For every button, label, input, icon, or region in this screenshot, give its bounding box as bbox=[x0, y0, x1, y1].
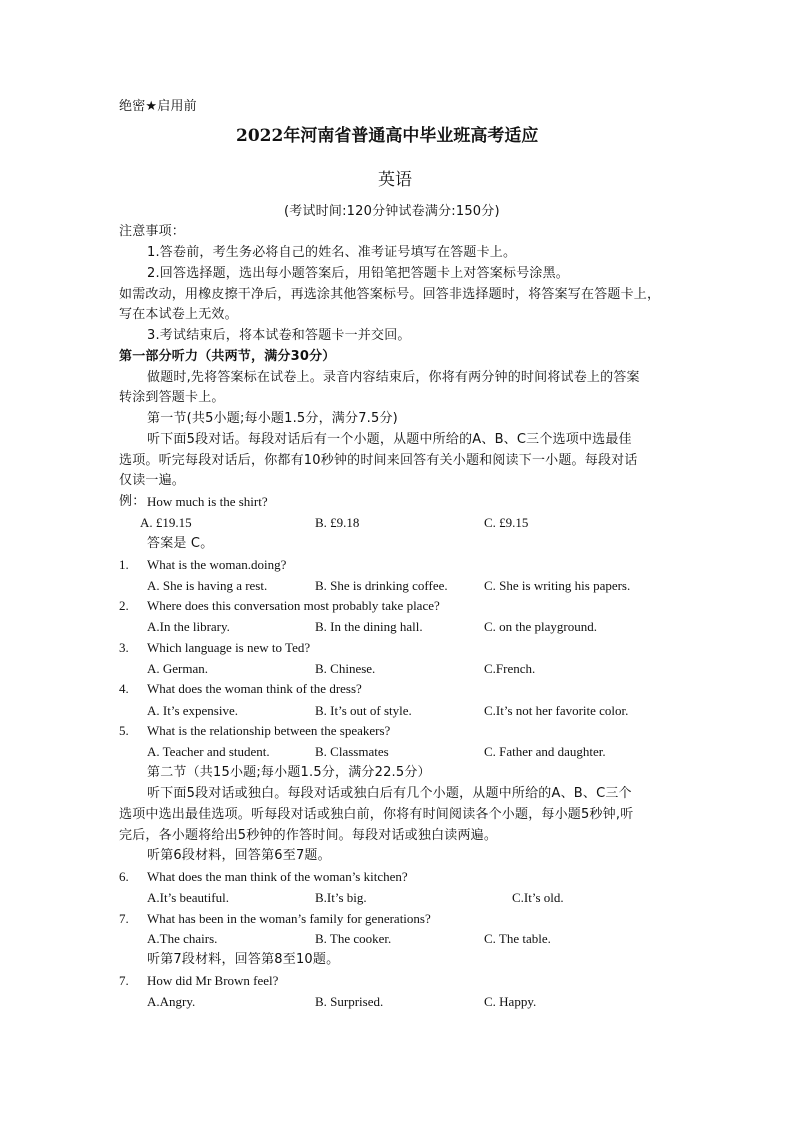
secret-label: 绝密★启用前 bbox=[119, 99, 197, 114]
example-question: How much is the shirt? bbox=[147, 494, 268, 509]
question-number: 3. bbox=[119, 640, 129, 655]
question-number: 4. bbox=[119, 681, 129, 696]
option-b: B. In the dining hall. bbox=[315, 619, 423, 634]
option-c: C.It’s not her favorite color. bbox=[484, 703, 629, 718]
example-answer: 答案是 C。 bbox=[147, 536, 214, 551]
question-text: What has been in the woman’s family for generations? bbox=[147, 911, 431, 926]
option-c: C.French. bbox=[484, 661, 536, 676]
question-number: 7. bbox=[119, 911, 129, 926]
part1-heading: 第一部分听力（共两节，满分30分） bbox=[119, 349, 336, 364]
option-b: B. Chinese. bbox=[315, 661, 376, 676]
question-number: 5. bbox=[119, 723, 129, 738]
example-option-c: C. £9.15 bbox=[484, 515, 529, 530]
notice-item-3: 3.考试结束后，将本试卷和答题卡一并交回。 bbox=[147, 328, 411, 343]
question-number: 2. bbox=[119, 598, 129, 613]
question-number: 6. bbox=[119, 869, 129, 884]
option-c: C. Happy. bbox=[484, 994, 537, 1009]
option-a: A. She is having a rest. bbox=[147, 578, 268, 593]
question-number: 1. bbox=[119, 557, 129, 572]
exam-info: (考试时间:120分钟试卷满分:150分) bbox=[284, 204, 500, 219]
question-text: What does the man think of the woman’s kitchen? bbox=[147, 869, 408, 884]
question-text: Where does this conversation most probably take place? bbox=[147, 598, 440, 613]
example-label: 例： bbox=[119, 494, 146, 509]
example-option-a: A. £19.15 bbox=[140, 515, 192, 530]
notice-item-1: 1.答卷前，考生务必将自己的姓名、准考证号填写在答题卡上。 bbox=[147, 245, 517, 260]
part1-intro: 做题时,先将答案标在试卷上。录音内容结束后，你将有两分钟的时间将试卷上的答案 bbox=[147, 370, 640, 385]
exam-title: 2022年河南省普通高中毕业班高考适应 bbox=[236, 126, 539, 146]
option-b: B. The cooker. bbox=[315, 931, 392, 946]
question-text: What does the woman think of the dress? bbox=[147, 681, 362, 696]
option-a: A.It’s beautiful. bbox=[147, 890, 229, 905]
section2-intro-cont2: 完后，各小题将给出5秒钟的作答时间。每段对话或独白读两遍。 bbox=[119, 828, 498, 843]
option-c: C.It’s old. bbox=[512, 890, 564, 905]
option-a: A.In the library. bbox=[147, 619, 230, 634]
option-b: B. She is drinking coffee. bbox=[315, 578, 448, 593]
section2-intro: 听下面5段对话或独白。每段对话或独白后有几个小题，从题中所给的A、B、C三个 bbox=[147, 786, 632, 801]
option-c: C. She is writing his papers. bbox=[484, 578, 631, 593]
question-text: What is the relationship between the speakers? bbox=[147, 723, 391, 738]
option-a: A. Teacher and student. bbox=[147, 744, 270, 759]
option-c: C. Father and daughter. bbox=[484, 744, 606, 759]
notice-item-2: 2.回答选择题，选出每小题答案后，用铅笔把答题卡上对答案标号涂黑。 bbox=[147, 266, 570, 281]
example-option-b: B. £9.18 bbox=[315, 515, 360, 530]
section2-heading: 第二节（共15小题;每小题1.5分，满分22.5分） bbox=[147, 765, 431, 780]
option-a: A.Angry. bbox=[147, 994, 196, 1009]
notice-item-2-cont: 如需改动，用橡皮擦干净后，再选涂其他答案标号。回答非选择题时，将答案写在答题卡上， bbox=[119, 287, 661, 302]
question-text: Which language is new to Ted? bbox=[147, 640, 311, 655]
option-b: B. Surprised. bbox=[315, 994, 384, 1009]
material-7-note: 听第7段材料，回答第8至10题。 bbox=[147, 952, 340, 967]
option-b: B. It’s out of style. bbox=[315, 703, 412, 718]
question-number: 7. bbox=[119, 973, 129, 988]
section1-intro-cont: 选项。听完每段对话后，你都有10秒钟的时间来回答有关小题和阅读下一小题。每段对话 bbox=[119, 453, 638, 468]
question-text: How did Mr Brown feel? bbox=[147, 973, 279, 988]
subject-title: 英语 bbox=[378, 170, 412, 190]
section1-intro: 听下面5段对话。每段对话后有一个小题，从题中所给的A、B、C三个选项中选最佳 bbox=[147, 432, 632, 447]
option-a: A. It’s expensive. bbox=[147, 703, 238, 718]
question-text: What is the woman.doing? bbox=[147, 557, 287, 572]
option-b: B. Classmates bbox=[315, 744, 389, 759]
option-c: C. on the playground. bbox=[484, 619, 598, 634]
notice-heading: 注意事项： bbox=[119, 224, 186, 239]
material-6-note: 听第6段材料，回答第6至7题。 bbox=[147, 848, 331, 863]
section2-intro-cont: 选项中选出最佳选项。听每段对话或独白前，你将有时间阅读各个小题，每小题5秒钟,听 bbox=[119, 807, 634, 822]
notice-item-2-cont2: 写在本试卷上无效。 bbox=[119, 307, 238, 322]
section1-heading: 第一节(共5小题;每小题1.5分，满分7.5分) bbox=[147, 411, 398, 426]
section1-intro-cont2: 仅读一遍。 bbox=[119, 473, 186, 488]
option-b: B.It’s big. bbox=[315, 890, 367, 905]
option-a: A.The chairs. bbox=[147, 931, 218, 946]
option-a: A. German. bbox=[147, 661, 209, 676]
option-c: C. The table. bbox=[484, 931, 551, 946]
part1-intro-cont: 转涂到答题卡上。 bbox=[119, 390, 225, 405]
